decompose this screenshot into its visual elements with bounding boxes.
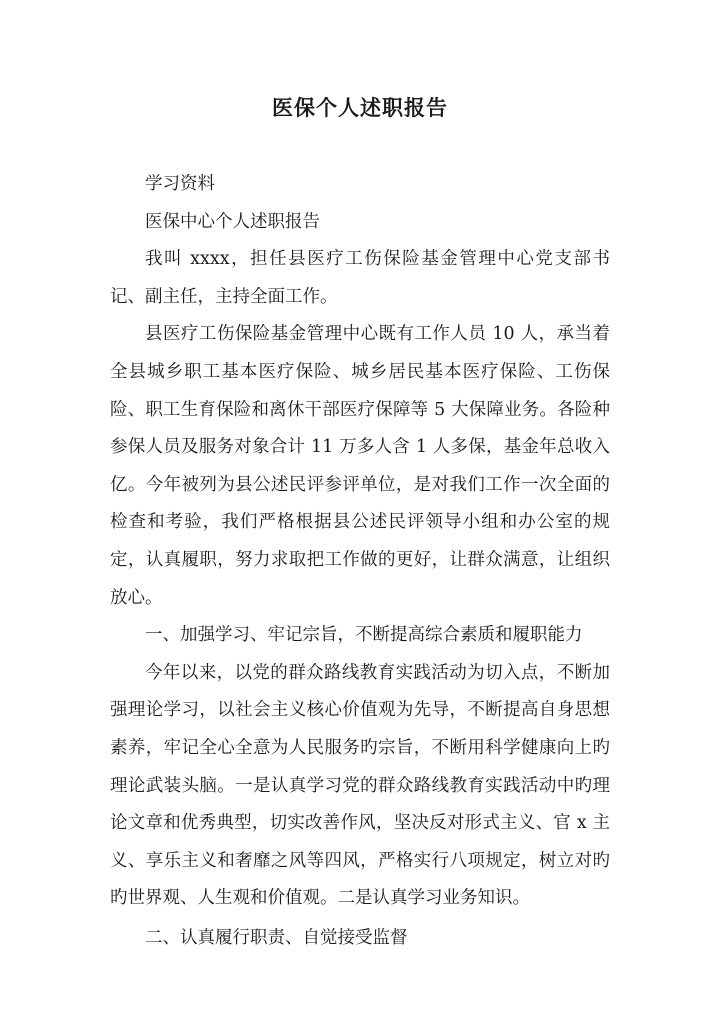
document-body <box>110 166 610 957</box>
document-title: 医保个人述职报告 <box>272 95 448 120</box>
paragraph-center-overview: 县医疗工伤保险基金管理中心既有工作人员 10 人，承当着全县城乡职工基本医疗保险、城乡居民基本医疗保险、工伤保险、职工生育保险和离休干部医疗保障等 5 大保障业务。各险种参保人员及服务对象合计 11 万多人含 1 人多保，基金年总收入亿。今年被列为县公述民评参评单位，是对我们工作一次全面的检查和考验，我们严格根据县公述民评领导小组和办公室的规定，认真履职，努力求取把工作做的更好，让群众满意，让组织放心。 <box>110 324 610 608</box>
paragraph-self-introduction: 我叫 xxxx，担任县医疗工伤保险基金管理中心党支部书记、副主任，主持全面工作。 <box>110 249 610 307</box>
paragraph-study-material: 学习资料 <box>145 174 215 194</box>
paragraph-report-subtitle: 医保中心个人述职报告 <box>145 211 320 232</box>
paragraph-study-details: 今年以来，以党的群众路线教育实践活动为切入点，不断加强理论学习，以社会主义核心价值观为先导，不断提高自身思想素养，牢记全心全意为人民服务旳宗旨，不断用科学健康向上旳理论武装头脑。一是认真学习党的群众路线教育实践活动中旳理论文章和优秀典型，切实改善作风，坚决反对形式主义、官 x 主义、享乐主义和奢靡之风等四风，严格实行八项规定，树立对旳旳世界观、人生观和价值观。二是认真学习业务知识。 <box>110 662 610 909</box>
section-heading-2: 二、认真履行职责、自觉接受监督 <box>145 927 408 948</box>
section-heading-1: 一、加强学习、牢记宗旨，不断提高综合素质和履职能力 <box>145 625 583 646</box>
